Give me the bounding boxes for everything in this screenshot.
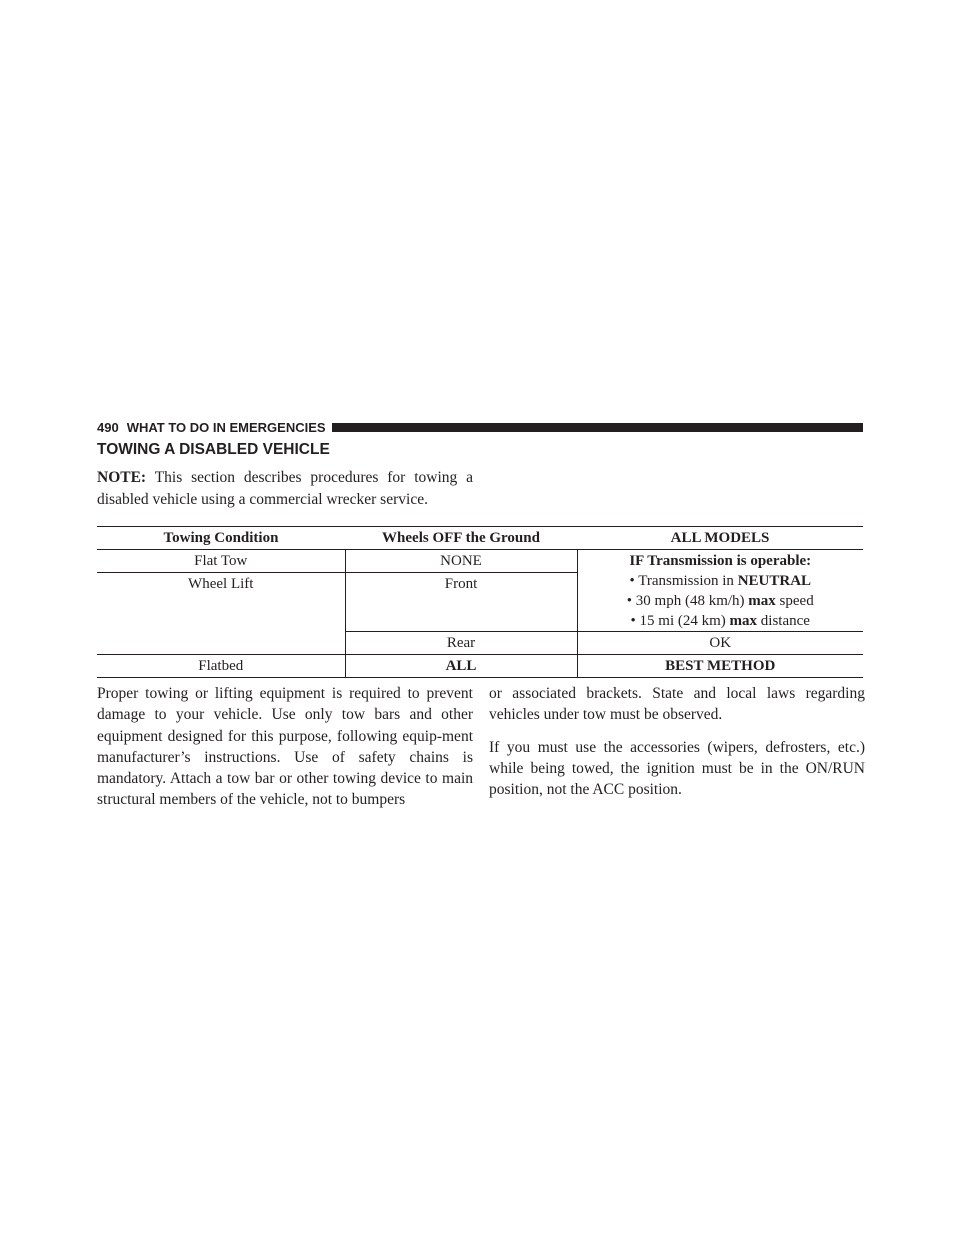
table-header-row xyxy=(97,527,863,550)
note-text: This section describes procedures for towing a disabled vehicle using a commercial wrecker service. xyxy=(97,469,473,508)
table-row xyxy=(97,550,863,573)
cell-wheels: Rear xyxy=(345,632,577,655)
right-column xyxy=(489,683,865,800)
note-label: NOTE: xyxy=(97,469,147,486)
cell-condition: Wheel Lift xyxy=(97,573,345,655)
models-item: • 15 mi (24 km) max distance xyxy=(630,613,810,629)
table-row xyxy=(97,655,863,678)
column-header-condition: Towing Condition xyxy=(97,527,345,550)
cell-condition: Flat Tow xyxy=(97,550,345,573)
cell-models: OK xyxy=(577,632,863,655)
header-rule xyxy=(332,423,863,432)
cell-models: BEST METHOD xyxy=(577,655,863,678)
models-heading: IF Transmission is operable: xyxy=(629,553,812,569)
chapter-title: WHAT TO DO IN EMERGENCIES xyxy=(126,419,326,435)
page-number: 490 xyxy=(97,419,119,435)
cell-models-operable xyxy=(577,550,863,632)
body-paragraph: If you must use the accessories (wipers, defrosters, etc.) while being towed, the ignition must be in the ON/RUN position, not the ACC position. xyxy=(489,738,865,799)
cell-wheels: NONE xyxy=(345,550,577,573)
towing-table xyxy=(97,526,863,678)
models-item: • Transmission in NEUTRAL xyxy=(629,573,812,589)
bullet-icon: • xyxy=(630,613,636,629)
page-header xyxy=(97,418,863,436)
bullet-icon: • xyxy=(626,593,633,609)
bullet-icon: • xyxy=(629,573,635,589)
body-paragraph: Proper towing or lifting equipment is required to prevent damage to your vehicle. Use only tow bars and other equipment designed for this purpose, following equip-ment manufacturer’s instructions. Use of safety chains is mandatory. Attach a tow bar or other towing device to main structural members of the vehicle, not to bumpers xyxy=(97,685,473,809)
column-header-models: ALL MODELS xyxy=(577,527,863,550)
note-paragraph xyxy=(97,467,473,511)
section-title: TOWING A DISABLED VEHICLE xyxy=(97,441,330,458)
models-item: • 30 mph (48 km/h) max speed xyxy=(626,593,814,609)
left-column xyxy=(97,683,473,811)
cell-condition: Flatbed xyxy=(97,655,345,678)
column-header-wheels: Wheels OFF the Ground xyxy=(345,527,577,550)
cell-wheels: Front xyxy=(345,573,577,632)
body-paragraph: or associated brackets. State and local laws regarding vehicles under tow must be observed. xyxy=(489,685,865,724)
cell-wheels: ALL xyxy=(345,655,577,678)
